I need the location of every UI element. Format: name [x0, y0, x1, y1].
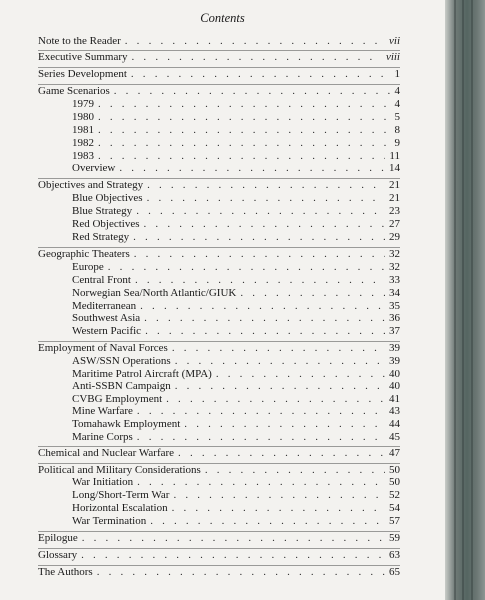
page-number: 27 [389, 218, 400, 230]
toc-subentry [72, 380, 400, 393]
toc-entry [38, 68, 400, 81]
page-edge [445, 0, 485, 600]
entry-title: CVBG Employment [72, 393, 163, 405]
page-number: 40 [389, 368, 400, 380]
toc-entry [38, 85, 400, 98]
entry-title: Glossary [38, 549, 78, 561]
entry-title: Southwest Asia [72, 312, 141, 324]
page-number: viii [385, 51, 400, 63]
toc-subentry [72, 515, 400, 528]
toc-entry [38, 248, 400, 261]
page-number: 54 [389, 502, 400, 514]
page-number: 21 [389, 192, 400, 204]
page-number: 33 [389, 274, 400, 286]
dot-leader [240, 287, 385, 300]
toc-subentry [72, 205, 400, 218]
toc-subentry [72, 124, 400, 137]
dot-leader [125, 35, 385, 48]
page-number: 63 [389, 549, 400, 561]
dot-leader [175, 380, 385, 393]
entry-title: The Authors [38, 566, 93, 578]
page-number: 9 [394, 137, 400, 149]
entry-title: Executive Summary [38, 51, 128, 63]
dot-leader [114, 85, 391, 98]
entry-title: Western Pacific [72, 325, 142, 337]
dot-leader [134, 248, 385, 261]
page-number: 5 [394, 111, 400, 123]
page-number: 59 [389, 532, 400, 544]
dot-leader [98, 137, 391, 150]
entry-title: ASW/SSN Operations [72, 355, 171, 367]
dot-leader [145, 325, 385, 338]
toc-subentry [72, 137, 400, 150]
entry-title: 1982 [72, 137, 94, 149]
entry-title: Political and Military Considerations [38, 464, 201, 476]
page-number: 21 [389, 179, 400, 191]
page-number: 43 [389, 405, 400, 417]
dot-leader [144, 218, 385, 231]
page-number: 8 [394, 124, 400, 136]
page-number: 39 [389, 342, 400, 354]
dot-leader [119, 162, 385, 175]
dot-leader [144, 312, 385, 325]
page-number: 36 [389, 312, 400, 324]
entry-title: Note to the Reader [38, 35, 121, 47]
dot-leader [137, 405, 385, 418]
entry-title: Overview [72, 162, 116, 174]
entry-title: War Initiation [72, 476, 134, 488]
entry-title: 1983 [72, 150, 94, 162]
entry-title: Mine Warfare [72, 405, 133, 417]
dot-leader [178, 447, 385, 460]
entry-title: Long/Short-Term War [72, 489, 170, 501]
entry-title: War Termination [72, 515, 147, 527]
page-number: 45 [389, 431, 400, 443]
page-number: 57 [389, 515, 400, 527]
toc-subentry [72, 274, 400, 287]
dot-leader [108, 261, 385, 274]
entry-title: Maritime Patrol Aircraft (MPA) [72, 368, 212, 380]
dot-leader [98, 98, 391, 111]
entry-title: Geographic Theaters [38, 248, 130, 260]
entry-title: Blue Objectives [72, 192, 143, 204]
toc-subentry [72, 325, 400, 338]
dot-leader [175, 355, 385, 368]
toc-subentry [72, 502, 400, 515]
toc-subentry [72, 476, 400, 489]
dot-leader [82, 532, 385, 545]
dot-leader [172, 502, 385, 515]
dot-leader [81, 549, 385, 562]
toc-entry [38, 179, 400, 192]
page-number: 23 [389, 205, 400, 217]
toc-subentry [72, 355, 400, 368]
entry-title: Anti-SSBN Campaign [72, 380, 171, 392]
dot-leader [97, 566, 385, 579]
entry-title: Series Development [38, 68, 127, 80]
dot-leader [172, 342, 385, 355]
dot-leader [135, 274, 385, 287]
toc-subentry [72, 218, 400, 231]
toc-subentry [72, 98, 400, 111]
dot-leader [132, 51, 382, 64]
entry-title: 1981 [72, 124, 94, 136]
toc-entry [38, 342, 400, 355]
entry-title: Europe [72, 261, 104, 273]
entry-title: Chemical and Nuclear Warfare [38, 447, 175, 459]
page-number: 32 [389, 248, 400, 260]
dot-leader [147, 179, 385, 192]
page-number: 41 [389, 393, 400, 405]
toc-entry [38, 51, 400, 64]
toc-subentry [72, 489, 400, 502]
toc-subentry [72, 111, 400, 124]
toc-entry [38, 549, 400, 562]
page-number: 4 [394, 98, 400, 110]
toc-entry [38, 35, 400, 48]
page-number: vii [389, 35, 400, 47]
entry-title: Tomahawk Employment [72, 418, 181, 430]
entry-title: Marine Corps [72, 431, 133, 443]
entry-title: Employment of Naval Forces [38, 342, 168, 354]
page-number: 50 [389, 476, 400, 488]
entry-title: Horizontal Escalation [72, 502, 168, 514]
entry-title: Objectives and Strategy [38, 179, 144, 191]
dot-leader [173, 489, 385, 502]
page-number: 47 [389, 447, 400, 459]
entry-title: 1980 [72, 111, 94, 123]
entry-title: Game Scenarios [38, 85, 110, 97]
page-number: 39 [389, 355, 400, 367]
page-number: 11 [389, 150, 400, 162]
dot-leader [133, 231, 385, 244]
page-number: 52 [389, 489, 400, 501]
entry-title: Central Front [72, 274, 131, 286]
toc-subentry [72, 418, 400, 431]
dot-leader [98, 124, 391, 137]
page-number: 1 [394, 68, 400, 80]
entry-title: 1979 [72, 98, 94, 110]
entry-title: Norwegian Sea/North Atlantic/GIUK [72, 287, 237, 299]
toc-entry [38, 532, 400, 545]
dot-leader [131, 68, 391, 81]
toc-subentry [72, 162, 400, 175]
entry-title: Red Strategy [72, 231, 130, 243]
page-number: 34 [389, 287, 400, 299]
entry-title: Red Objectives [72, 218, 140, 230]
toc-subentry [72, 312, 400, 325]
toc-entry [38, 566, 400, 579]
dot-leader [136, 205, 385, 218]
toc-subentry [72, 231, 400, 244]
toc-subentry [72, 287, 400, 300]
dot-leader [137, 476, 385, 489]
entry-title: Mediterranean [72, 300, 137, 312]
page-number: 29 [389, 231, 400, 243]
dot-leader [137, 431, 385, 444]
page-number: 65 [389, 566, 400, 578]
toc-subentry [72, 192, 400, 205]
page-number: 44 [389, 418, 400, 430]
page-number: 35 [389, 300, 400, 312]
dot-leader [147, 192, 385, 205]
page-number: 37 [389, 325, 400, 337]
contents-heading: Contents [200, 11, 245, 25]
toc-subentry [72, 431, 400, 444]
page-number: 32 [389, 261, 400, 273]
dot-leader [98, 111, 391, 124]
toc-subentry [72, 261, 400, 274]
toc-entry [38, 447, 400, 460]
dot-leader [184, 418, 385, 431]
dot-leader [150, 515, 385, 528]
entry-title: Epilogue [38, 532, 78, 544]
page-number: 14 [389, 162, 400, 174]
entry-title: Blue Strategy [72, 205, 133, 217]
page-number: 4 [394, 85, 400, 97]
page-number: 50 [389, 464, 400, 476]
toc-subentry [72, 405, 400, 418]
page-number: 40 [389, 380, 400, 392]
